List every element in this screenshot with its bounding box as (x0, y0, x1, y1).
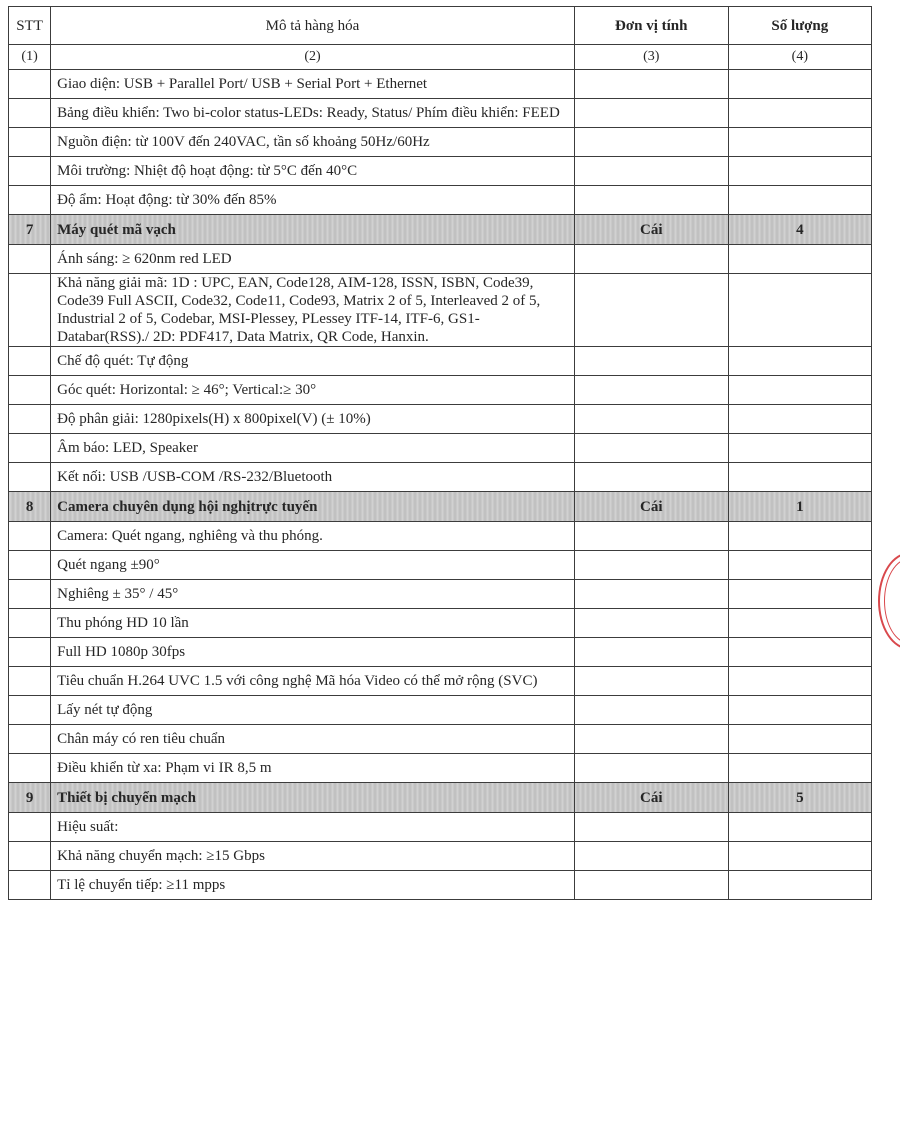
row-description: Hiệu suất: (51, 813, 575, 842)
specification-table (8, 6, 872, 900)
row-stt (9, 70, 51, 99)
category-row (9, 215, 872, 245)
header-description: Mô tả hàng hóa (51, 7, 575, 45)
header-row (9, 7, 872, 45)
row-unit (574, 376, 728, 405)
row-quantity (728, 609, 871, 638)
row-description: Nguồn điện: từ 100V đến 240VAC, tần số khoảng 50Hz/60Hz (51, 128, 575, 157)
table-row (9, 347, 872, 376)
row-description: Độ phân giải: 1280pixels(H) x 800pixel(V) (± 10%) (51, 405, 575, 434)
table-row (9, 376, 872, 405)
column-number-2: (2) (51, 45, 575, 70)
row-unit (574, 667, 728, 696)
row-quantity (728, 274, 871, 347)
row-quantity (728, 813, 871, 842)
row-unit (574, 638, 728, 667)
row-description: Chân máy có ren tiêu chuẩn (51, 725, 575, 754)
row-description: Full HD 1080p 30fps (51, 638, 575, 667)
table-row (9, 580, 872, 609)
row-description: Quét ngang ±90° (51, 551, 575, 580)
row-description: Bảng điều khiển: Two bi-color status-LEDs: Ready, Status/ Phím điều khiển: FEED (51, 99, 575, 128)
stamp-ring (884, 558, 900, 644)
row-unit (574, 157, 728, 186)
table-row (9, 274, 872, 347)
table-row (9, 813, 872, 842)
row-stt (9, 522, 51, 551)
table-row (9, 434, 872, 463)
row-description: Thiết bị chuyển mạch (51, 783, 575, 813)
row-quantity: 4 (728, 215, 871, 245)
row-unit (574, 522, 728, 551)
row-quantity (728, 551, 871, 580)
row-description: Máy quét mã vạch (51, 215, 575, 245)
row-unit (574, 842, 728, 871)
row-quantity (728, 754, 871, 783)
row-quantity (728, 186, 871, 215)
row-description: Lấy nét tự động (51, 696, 575, 725)
row-quantity (728, 434, 871, 463)
row-stt: 8 (9, 492, 51, 522)
row-unit (574, 99, 728, 128)
row-quantity: 5 (728, 783, 871, 813)
row-description: Thu phóng HD 10 lần (51, 609, 575, 638)
row-stt (9, 463, 51, 492)
row-stt (9, 405, 51, 434)
row-unit (574, 609, 728, 638)
row-stt (9, 842, 51, 871)
row-stt (9, 754, 51, 783)
row-quantity (728, 245, 871, 274)
row-stt (9, 128, 51, 157)
row-stt (9, 157, 51, 186)
row-quantity (728, 70, 871, 99)
row-description: Môi trường: Nhiệt độ hoạt động: từ 5°C đến 40°C (51, 157, 575, 186)
row-description: Độ ẩm: Hoạt động: từ 30% đến 85% (51, 186, 575, 215)
column-number-4: (4) (728, 45, 871, 70)
row-description: Nghiêng ± 35° / 45° (51, 580, 575, 609)
table-row (9, 186, 872, 215)
row-unit (574, 725, 728, 754)
row-stt (9, 186, 51, 215)
row-unit (574, 434, 728, 463)
table-row (9, 696, 872, 725)
row-quantity (728, 405, 871, 434)
row-unit (574, 813, 728, 842)
column-number-row (9, 45, 872, 70)
row-stt (9, 551, 51, 580)
row-stt: 7 (9, 215, 51, 245)
row-stt: 9 (9, 783, 51, 813)
row-quantity (728, 157, 871, 186)
row-stt (9, 725, 51, 754)
row-stt (9, 871, 51, 900)
table-row (9, 551, 872, 580)
row-quantity (728, 580, 871, 609)
row-description: Khả năng giải mã: 1D : UPC, EAN, Code128, AIM-128, ISSN, ISBN, Code39, Code39 Full ASCII, Code32, Code11, Code93, Matrix 2 of 5, Interleaved 2 of 5, Industrial 2 of 5, Codebar, MSI-Plessey, PLessey ITF-14, ITF-6, GS1-Databar(RSS)./ 2D: PDF417, Data Matrix, QR Code, Hanxin. (51, 274, 575, 347)
category-row (9, 783, 872, 813)
table-row (9, 70, 872, 99)
row-unit (574, 463, 728, 492)
table-row (9, 667, 872, 696)
row-unit (574, 186, 728, 215)
row-description: Góc quét: Horizontal: ≥ 46°; Vertical:≥ 30° (51, 376, 575, 405)
table-row (9, 463, 872, 492)
row-stt (9, 434, 51, 463)
row-description: Điều khiển từ xa: Phạm vi IR 8,5 m (51, 754, 575, 783)
table-row (9, 128, 872, 157)
table-row (9, 99, 872, 128)
row-unit: Cái (574, 492, 728, 522)
row-quantity (728, 638, 871, 667)
row-stt (9, 347, 51, 376)
row-description: Chế độ quét: Tự động (51, 347, 575, 376)
row-stt (9, 813, 51, 842)
header-stt: STT (9, 7, 51, 45)
row-description: Tiêu chuẩn H.264 UVC 1.5 với công nghệ Mã hóa Video có thể mở rộng (SVC) (51, 667, 575, 696)
row-unit (574, 696, 728, 725)
row-stt (9, 638, 51, 667)
row-quantity (728, 128, 871, 157)
header-unit: Đơn vị tính (574, 7, 728, 45)
row-unit (574, 871, 728, 900)
row-quantity (728, 99, 871, 128)
table-row (9, 157, 872, 186)
row-unit (574, 128, 728, 157)
row-description: Ánh sáng: ≥ 620nm red LED (51, 245, 575, 274)
table-row (9, 245, 872, 274)
table-row (9, 725, 872, 754)
row-description: Tỉ lệ chuyển tiếp: ≥11 mpps (51, 871, 575, 900)
row-stt (9, 99, 51, 128)
row-description: Camera: Quét ngang, nghiêng và thu phóng. (51, 522, 575, 551)
row-quantity (728, 376, 871, 405)
category-row (9, 492, 872, 522)
table-row (9, 405, 872, 434)
row-stt (9, 274, 51, 347)
row-quantity (728, 725, 871, 754)
row-description: Kết nối: USB /USB-COM /RS-232/Bluetooth (51, 463, 575, 492)
row-stt (9, 667, 51, 696)
row-description: Camera chuyên dụng hội nghịtrực tuyến (51, 492, 575, 522)
row-unit: Cái (574, 783, 728, 813)
column-number-1: (1) (9, 45, 51, 70)
row-unit (574, 70, 728, 99)
row-stt (9, 696, 51, 725)
row-quantity: 1 (728, 492, 871, 522)
row-stt (9, 245, 51, 274)
table-row (9, 638, 872, 667)
row-stt (9, 580, 51, 609)
table-row (9, 842, 872, 871)
red-seal-stamp (878, 552, 900, 650)
table-row (9, 754, 872, 783)
column-number-3: (3) (574, 45, 728, 70)
row-unit: Cái (574, 215, 728, 245)
row-unit (574, 551, 728, 580)
row-quantity (728, 696, 871, 725)
row-quantity (728, 667, 871, 696)
row-unit (574, 347, 728, 376)
row-unit (574, 580, 728, 609)
row-description: Khả năng chuyển mạch: ≥15 Gbps (51, 842, 575, 871)
table-row (9, 522, 872, 551)
row-unit (574, 274, 728, 347)
table-row (9, 871, 872, 900)
row-quantity (728, 842, 871, 871)
table-row (9, 609, 872, 638)
header-quantity: Số lượng (728, 7, 871, 45)
row-quantity (728, 463, 871, 492)
row-stt (9, 609, 51, 638)
row-stt (9, 376, 51, 405)
row-unit (574, 245, 728, 274)
row-quantity (728, 871, 871, 900)
row-quantity (728, 347, 871, 376)
row-description: Giao diện: USB + Parallel Port/ USB + Serial Port + Ethernet (51, 70, 575, 99)
row-unit (574, 405, 728, 434)
row-quantity (728, 522, 871, 551)
row-description: Âm báo: LED, Speaker (51, 434, 575, 463)
row-unit (574, 754, 728, 783)
